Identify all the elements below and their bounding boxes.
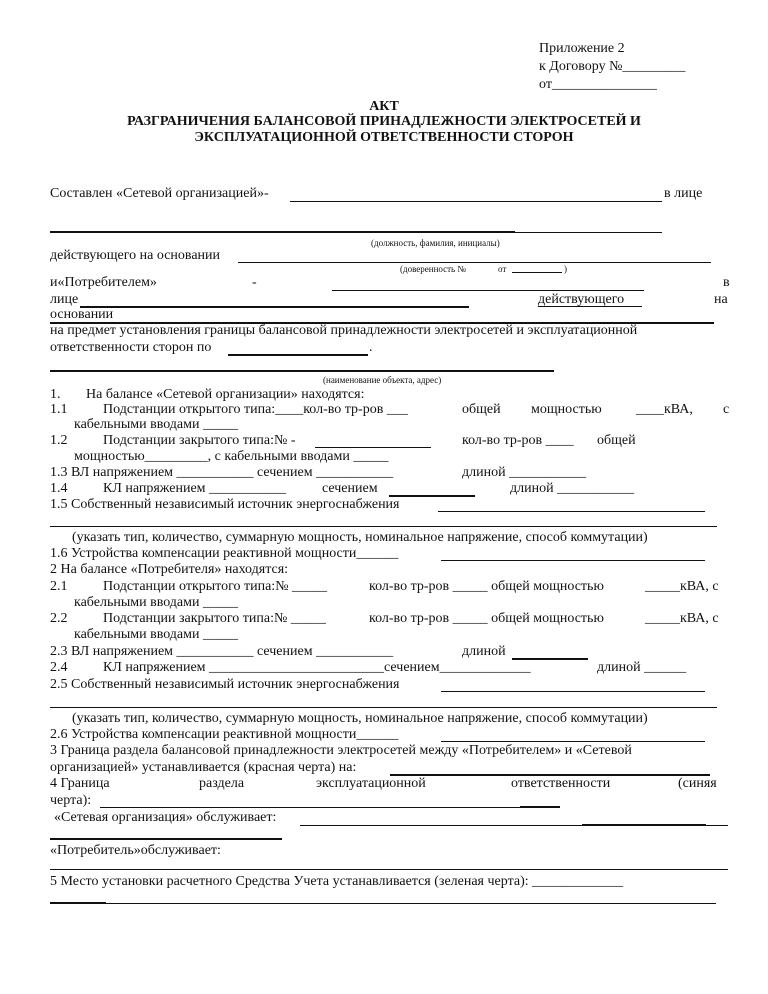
item-1-1-total: общей bbox=[462, 402, 501, 417]
item-1-2-power: мощностью_________, с кабельными вводами _____ bbox=[74, 449, 389, 464]
item-2-6-field[interactable] bbox=[441, 741, 705, 742]
item-1-6-text: 1.6 Устройства компенсации реактивной мощности______ bbox=[50, 546, 399, 561]
item-1-4-number: 1.4 bbox=[50, 481, 68, 496]
sec1-heading: На балансе «Сетевой организации» находятся: bbox=[86, 387, 365, 402]
item-1-4-section-field[interactable] bbox=[389, 495, 475, 497]
item-1-1-power: мощностью bbox=[531, 402, 602, 417]
item-2-2-number: 2.2 bbox=[50, 611, 68, 626]
sec4-word-4: ответственности bbox=[511, 776, 611, 791]
consumer-services-field[interactable] bbox=[50, 869, 728, 870]
item-1-5-field-2[interactable] bbox=[50, 526, 717, 527]
network-person-field[interactable] bbox=[50, 231, 515, 233]
in-person-label: в лице bbox=[664, 186, 703, 201]
subject-object-field[interactable] bbox=[228, 354, 368, 356]
item-2-1-text: Подстанции открытого типа:№ _____ bbox=[103, 579, 328, 594]
item-1-1-number: 1.1 bbox=[50, 402, 68, 417]
item-1-5-note: (указать тип, количество, суммарную мощность, номинальное напряжение, способ коммутации) bbox=[72, 530, 648, 545]
item-1-2-text: Подстанции закрытого типа:№ - bbox=[103, 433, 296, 448]
act-subtitle-1: РАЗГРАНИЧЕНИЯ БАЛАНСОВОЙ ПРИНАДЛЕЖНОСТИ ЭЛЕКТРОСЕТЕЙ И bbox=[127, 114, 641, 129]
item-1-2-total: общей bbox=[597, 433, 636, 448]
item-2-3-length: длиной bbox=[462, 644, 506, 659]
item-2-1-cable: кабельными вводами _____ bbox=[74, 595, 238, 610]
item-1-1-cable: кабельными вводами _____ bbox=[74, 417, 238, 432]
power-from-line bbox=[512, 272, 562, 273]
item-2-5-field-2[interactable] bbox=[50, 707, 717, 708]
sec1-number: 1. bbox=[50, 387, 61, 402]
item-2-4-length: длиной ______ bbox=[597, 660, 687, 675]
act-title: АКТ bbox=[369, 99, 399, 114]
item-1-6-field[interactable] bbox=[441, 560, 705, 561]
sec2-heading: 2 На балансе «Потребителя» находятся: bbox=[50, 562, 289, 577]
acting-underline bbox=[538, 306, 642, 307]
item-2-2-kva: _____кВА, с bbox=[645, 611, 719, 626]
item-1-2-transformers: кол-во тр-ров ____ bbox=[462, 433, 574, 448]
item-1-2-number-field[interactable] bbox=[315, 447, 431, 448]
item-1-1-text: Подстанции открытого типа:____кол-во тр-ров ___ bbox=[103, 402, 408, 417]
acting-basis-label: действующего на основании bbox=[50, 248, 221, 263]
appendix-contract: к Договору №_________ bbox=[539, 59, 686, 74]
item-2-5-field[interactable] bbox=[441, 691, 705, 692]
responsibility-boundary-field-ext[interactable] bbox=[520, 806, 560, 808]
item-1-3-length: длиной ___________ bbox=[462, 465, 587, 480]
metering-location-field-ext[interactable] bbox=[106, 903, 716, 904]
item-1-5-text: 1.5 Собственный независимый источник энергоснабжения bbox=[50, 497, 400, 512]
composed-by-label: Составлен «Сетевой организацией»- bbox=[50, 186, 269, 201]
item-1-4-length: длиной ___________ bbox=[510, 481, 635, 496]
item-2-2-cable: кабельными вводами _____ bbox=[74, 627, 238, 642]
consumer-person-field[interactable] bbox=[80, 306, 469, 308]
subject-end: . bbox=[369, 340, 373, 355]
act-subtitle-2: ЭКСПЛУАТАЦИОННОЙ ОТВЕТСТВЕННОСТИ СТОРОН bbox=[194, 130, 574, 145]
consumer-label: и«Потребителем» bbox=[50, 275, 157, 290]
consumer-dash: - bbox=[252, 275, 257, 290]
sec4-word-5: (синяя bbox=[678, 776, 717, 791]
subject-line-2: ответственности сторон по bbox=[50, 340, 212, 355]
sec3-line-2: организацией» устанавливается (красная черта) на: bbox=[50, 760, 357, 775]
item-2-5-text: 2.5 Собственный независимый источник энергоснабжения bbox=[50, 677, 400, 692]
network-services-field-end[interactable] bbox=[706, 825, 728, 826]
power-from-note: от bbox=[498, 264, 507, 274]
item-2-2-text: Подстанции закрытого типа:№ _____ bbox=[103, 611, 326, 626]
item-2-2-transformers: кол-во тр-ров _____ общей мощностью bbox=[369, 611, 604, 626]
network-services-field[interactable] bbox=[300, 825, 582, 826]
sec5-line-1: 5 Место установки расчетного Средства Учета устанавливается (зеленая черта): _____________ bbox=[50, 874, 624, 889]
item-2-4-number: 2.4 bbox=[50, 660, 68, 675]
item-1-3-text: 1.3 ВЛ напряжением ___________ сечением ___________ bbox=[50, 465, 394, 480]
network-org-field[interactable] bbox=[290, 201, 662, 202]
network-services-field-2[interactable] bbox=[50, 838, 282, 840]
item-2-1-kva: _____кВА, с bbox=[645, 579, 719, 594]
acting-label: действующего bbox=[538, 292, 625, 307]
item-1-1-with: с bbox=[723, 402, 730, 417]
power-close-note: ) bbox=[564, 264, 567, 274]
sec4-word-1: 4 Граница bbox=[50, 776, 110, 791]
position-note: (должность, фамилия, инициалы) bbox=[371, 238, 500, 248]
item-1-4-section: сечением bbox=[322, 481, 378, 496]
acting-basis-field[interactable] bbox=[238, 262, 711, 263]
network-services-label: «Сетевая организация» обслуживает: bbox=[54, 810, 277, 825]
sec4-line-2: черта): bbox=[50, 793, 92, 808]
consumer-services-label: «Потребитель»обслуживает: bbox=[50, 843, 221, 858]
on-word: на bbox=[714, 292, 728, 307]
person-label: лице bbox=[50, 292, 79, 307]
network-person-field-ext[interactable] bbox=[515, 232, 662, 233]
object-address-note: (наименование объекта, адрес) bbox=[323, 375, 442, 385]
sec4-word-3: эксплуатационной bbox=[316, 776, 426, 791]
item-2-1-transformers: кол-во тр-ров _____ общей мощностью bbox=[369, 579, 604, 594]
basis-label: основании bbox=[50, 307, 114, 322]
item-2-6-text: 2.6 Устройства компенсации реактивной мощности______ bbox=[50, 727, 399, 742]
sec4-word-2: раздела bbox=[199, 776, 245, 791]
item-1-5-field[interactable] bbox=[438, 511, 705, 512]
subject-line-1: на предмет установления границы балансовой принадлежности электросетей и эксплуатационной bbox=[50, 323, 638, 338]
appendix-title: Приложение 2 bbox=[539, 41, 625, 56]
item-2-4-text: КЛ напряжением _________________________сечением_____________ bbox=[103, 660, 531, 675]
appendix-date: от_______________ bbox=[539, 77, 657, 92]
in-word: в bbox=[723, 275, 730, 290]
object-address-field[interactable] bbox=[50, 370, 554, 372]
item-2-5-note: (указать тип, количество, суммарную мощность, номинальное напряжение, способ коммутации) bbox=[72, 711, 648, 726]
consumer-name-field[interactable] bbox=[332, 290, 644, 291]
item-1-4-text: КЛ напряжением ___________ bbox=[103, 481, 287, 496]
sec3-line-1: 3 Граница раздела балансовой принадлежности электросетей между «Потребителем» и «Сетевой bbox=[50, 743, 632, 758]
item-2-1-number: 2.1 bbox=[50, 579, 68, 594]
item-1-2-number: 1.2 bbox=[50, 433, 68, 448]
metering-location-field[interactable] bbox=[50, 902, 106, 904]
item-2-3-text: 2.3 ВЛ напряжением ___________ сечением ___________ bbox=[50, 644, 394, 659]
responsibility-boundary-field[interactable] bbox=[100, 807, 520, 808]
item-1-1-kva: ____кВА, bbox=[636, 402, 693, 417]
power-of-attorney-note: (доверенность № bbox=[400, 264, 466, 274]
network-services-field-ext[interactable] bbox=[582, 824, 706, 826]
